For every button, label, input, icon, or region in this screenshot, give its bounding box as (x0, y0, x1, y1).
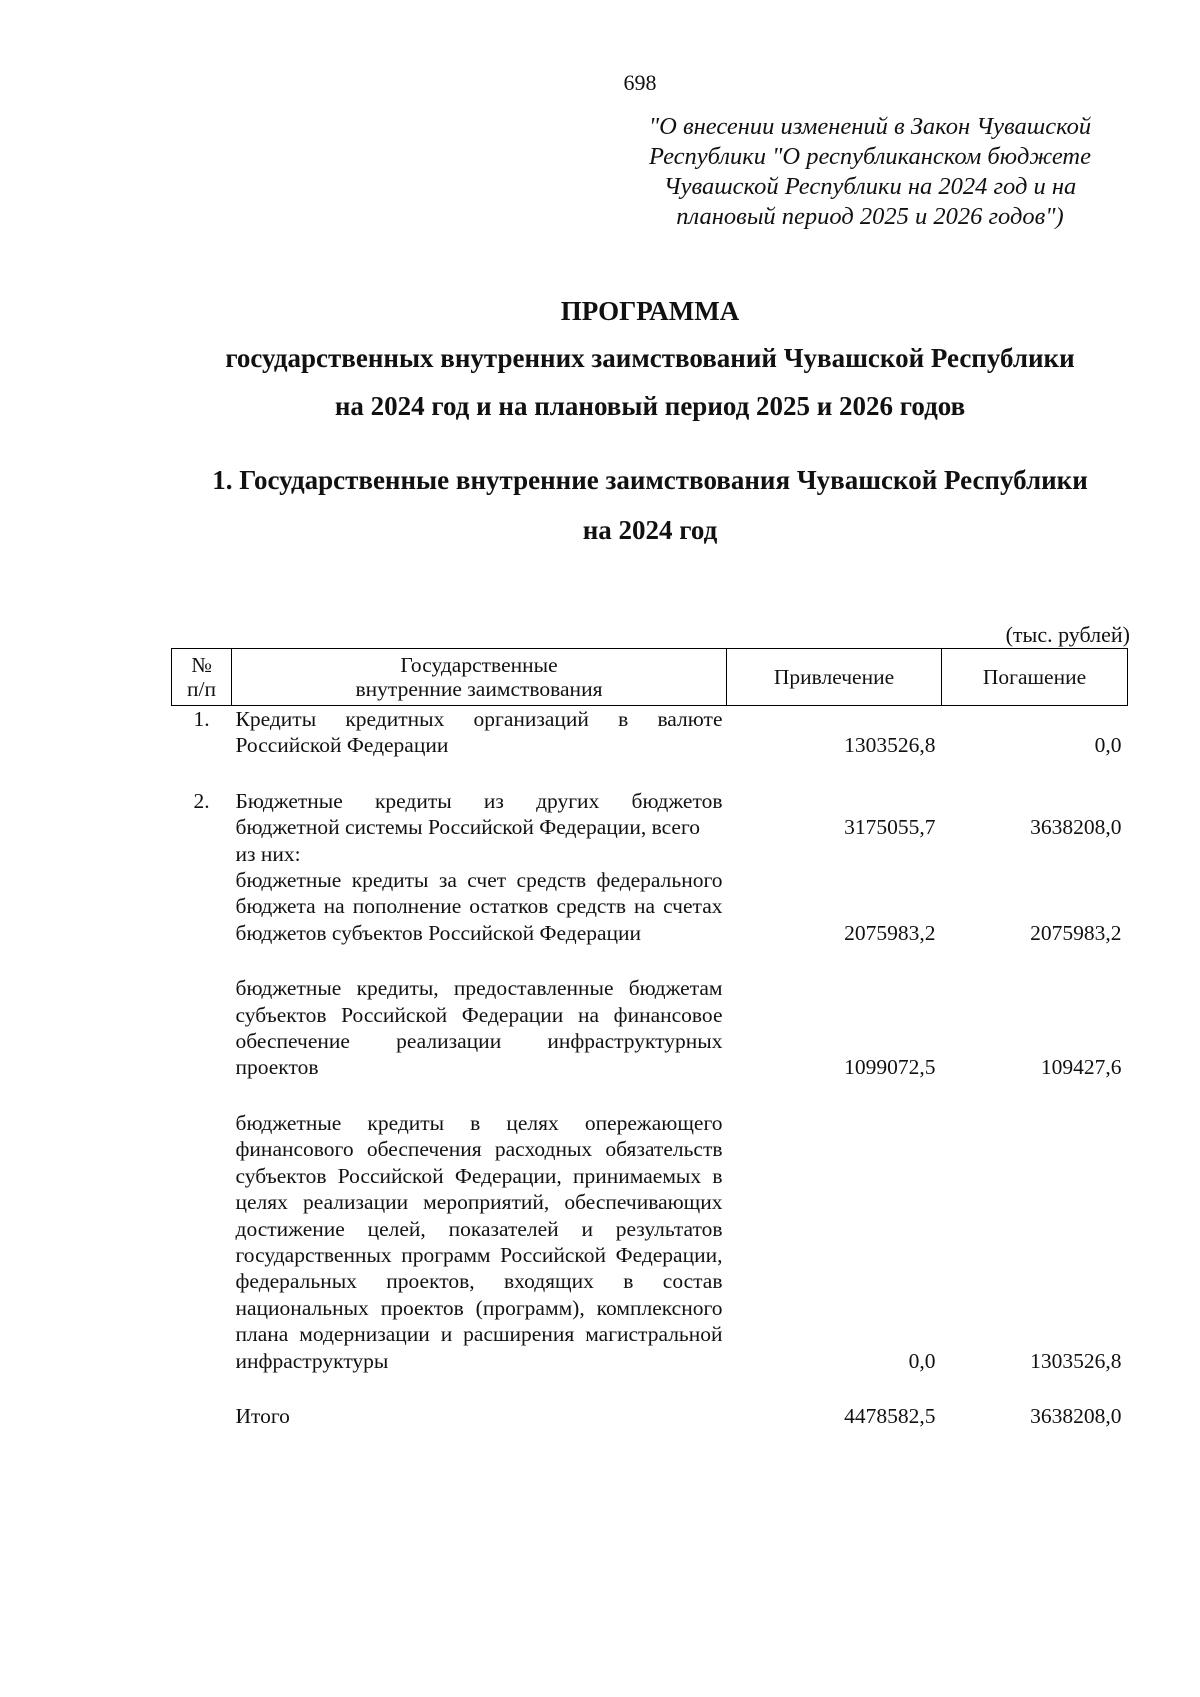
table-row-total (172, 1403, 1128, 1429)
row-spacer (172, 1081, 1128, 1110)
row-number: 1. (193, 707, 210, 731)
table-row (172, 706, 1128, 759)
table-header-row (172, 649, 1128, 706)
row-description: Кредиты кредитных организаций в валюте Российской Федерации (235, 707, 723, 758)
row-attraction: 3175055,7 (844, 815, 936, 840)
row-description: бюджетные кредиты, предоставленные бюджетам субъектов Российской Федерации на финансовое обеспечение реализации инфраструктурных проектов (235, 976, 723, 1080)
total-repayment: 3638208,0 (1030, 1403, 1122, 1428)
table-row (172, 975, 1128, 1081)
program-subtitle-line1: государственных внутренних заимствований Чувашской Республики (225, 343, 1075, 373)
row-repayment: 109427,6 (1040, 1055, 1122, 1080)
header-name-line2: внутренние заимствования (355, 677, 603, 701)
total-label: Итого (235, 1403, 290, 1428)
section-title-line2: на 2024 год (582, 515, 718, 545)
table-row (172, 788, 1128, 841)
row-number: 2. (193, 788, 210, 813)
row-spacer (172, 946, 1128, 975)
table-row (172, 867, 1128, 946)
law-reference (600, 112, 1140, 232)
header-name (232, 649, 727, 706)
row-repayment: 2075983,2 (1030, 920, 1122, 945)
law-reference-line: Чувашской Республики на 2024 год и на (663, 173, 1077, 200)
page-number: 698 (623, 70, 657, 95)
law-reference-line: Республики "О республиканском бюджете (649, 143, 1091, 170)
header-num-line2: п/п (187, 677, 216, 701)
row-repayment: 3638208,0 (1030, 815, 1122, 840)
row-description: бюджетные кредиты в целях опережающего финансового обеспечения расходных обязательств субъектов Российской Федерации, принимаемых в целях реализации мероприятий, обеспечивающих достижение целей, показателей и результатов государственных программ Российской Федерации, федеральных проектов, входящих в состав национальных проектов (программ), комплексного плана модернизации и расширения магистральной инфраструктуры (235, 1110, 723, 1373)
program-subtitle-line2: на 2024 год и на плановый период 2025 и 2026 годов (334, 391, 966, 421)
header-num-line1: № (191, 653, 212, 677)
header-repayment: Погашение (942, 649, 1128, 706)
row-attraction: 0,0 (908, 1348, 936, 1373)
units-label: (тыс. рублей) (1005, 622, 1130, 647)
row-attraction: 1099072,5 (844, 1055, 936, 1080)
row-description: Бюджетные кредиты из других бюджетов бюджетной системы Российской Федерации, всего (235, 788, 723, 840)
row-attraction: 2075983,2 (844, 920, 936, 945)
section-title-line1: 1. Государственные внутренние заимствования Чувашской Республики (212, 465, 1088, 495)
table-row (172, 1110, 1128, 1374)
table-row (172, 841, 1128, 867)
header-num (172, 649, 232, 706)
row-spacer (172, 1374, 1128, 1403)
row-repayment: 0,0 (1094, 733, 1122, 758)
program-title: ПРОГРАММА (560, 296, 740, 326)
total-attraction: 4478582,5 (844, 1403, 936, 1428)
row-attraction: 1303526,8 (844, 733, 936, 758)
law-reference-line: "О внесении изменений в Закон Чувашской (648, 113, 1092, 140)
law-reference-line: плановый период 2025 и 2026 годов") (676, 203, 1064, 230)
row-spacer (172, 759, 1128, 788)
borrowings-table (171, 648, 1128, 1429)
row-repayment: 1303526,8 (1030, 1348, 1122, 1373)
header-name-line1: Государственные (400, 653, 558, 677)
row-sublabel: из них: (235, 841, 301, 866)
header-attraction: Привлечение (727, 649, 942, 706)
row-description: бюджетные кредиты за счет средств федерального бюджета на пополнение остатков средств на счетах бюджетов субъектов Российской Федерации (235, 868, 723, 945)
